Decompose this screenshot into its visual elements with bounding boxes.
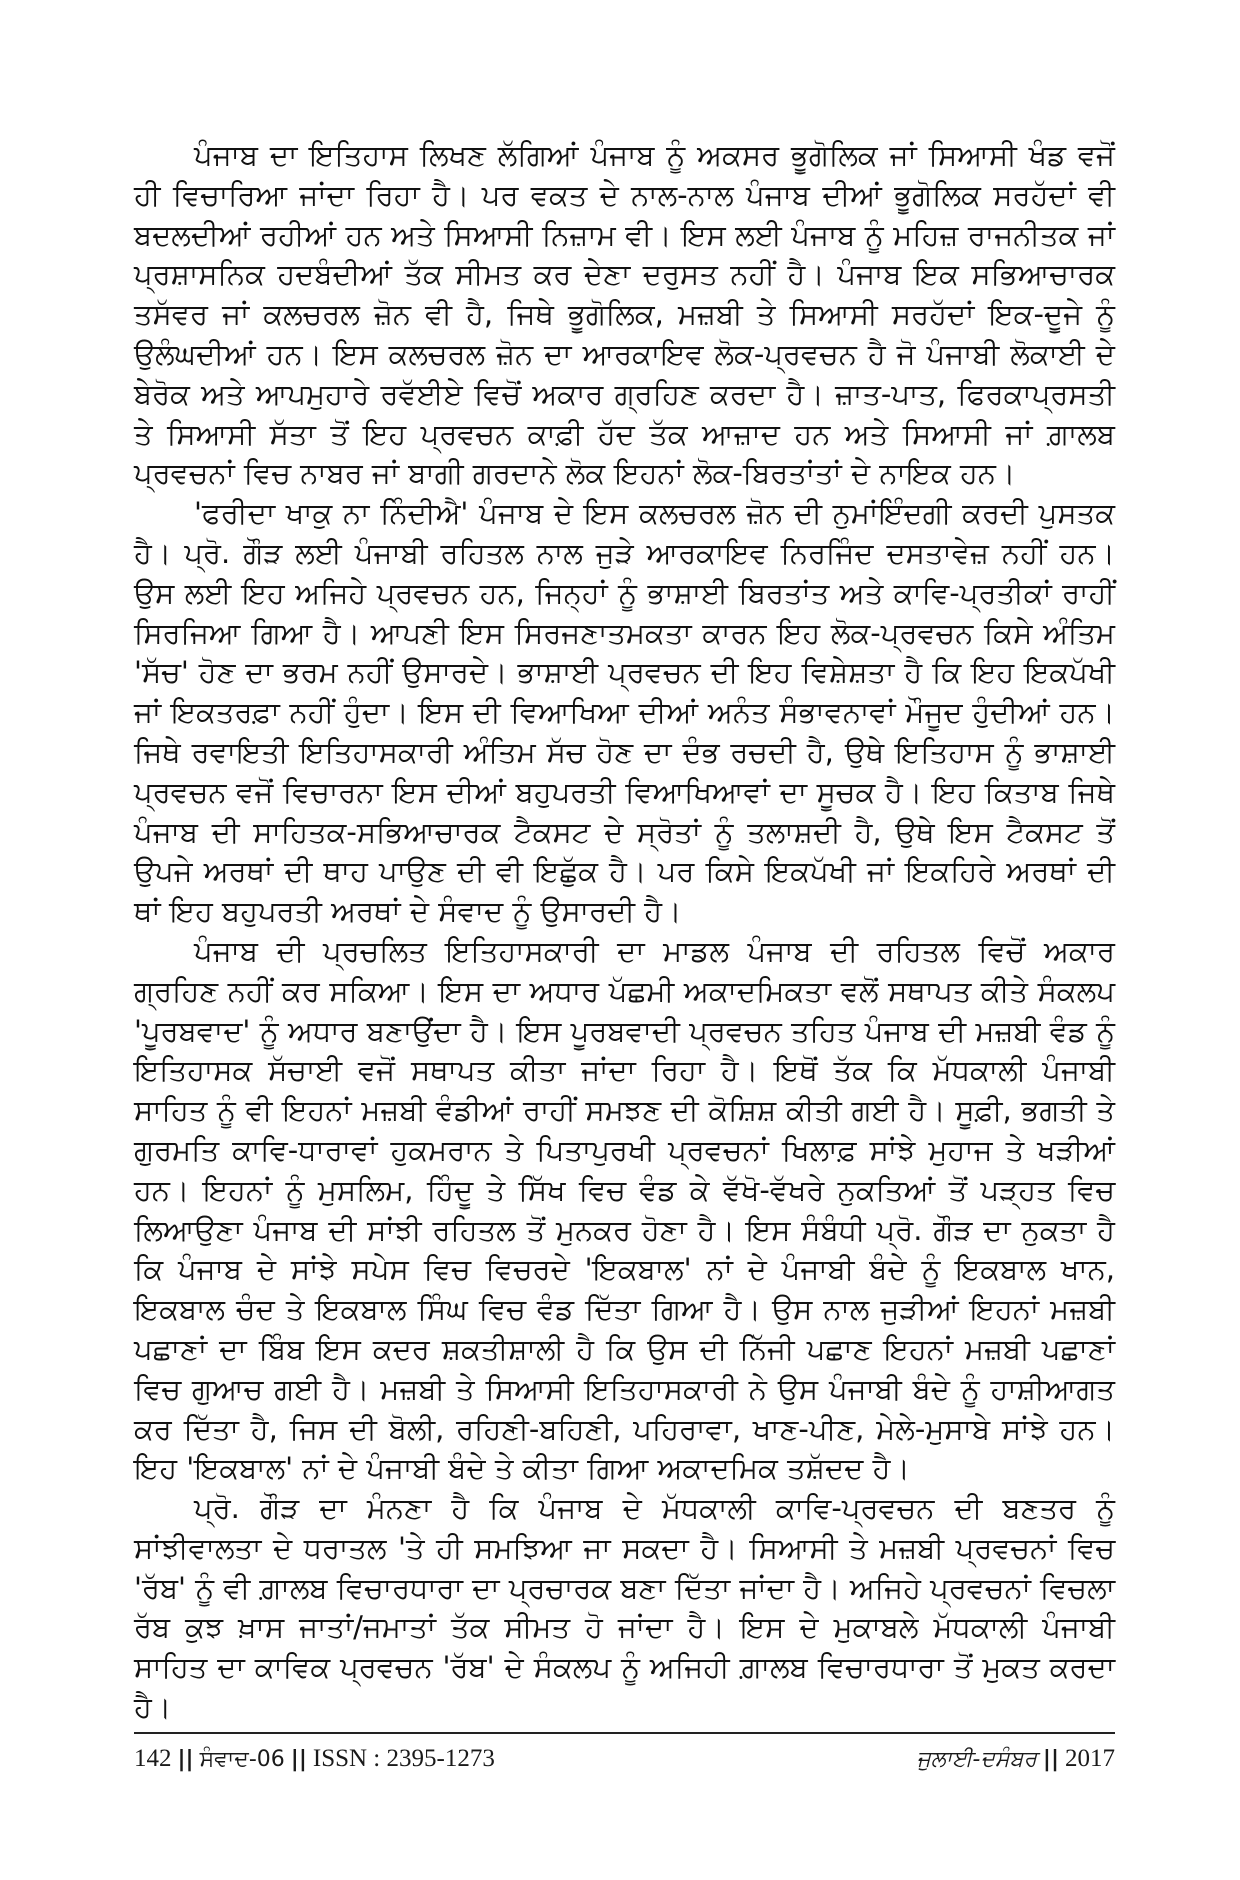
article-body: [134, 136, 1115, 1728]
page-number: 142: [134, 1745, 172, 1772]
footer-separator: ||: [177, 1747, 194, 1772]
issue-year: 2017: [1065, 1745, 1115, 1772]
footer-separator: ||: [290, 1747, 307, 1772]
journal-name: ਸੰਵਾਦ-06: [199, 1747, 285, 1772]
footer-separator: ||: [1042, 1747, 1059, 1772]
issn-number: ISSN : 2395-1273: [312, 1745, 495, 1772]
issue-period: ਜੁਲਾਈ-ਦਸੰਬਰ: [916, 1747, 1037, 1772]
paragraph-3: ਪੰਜਾਬ ਦੀ ਪ੍ਰਚਲਿਤ ਇਤਿਹਾਸਕਾਰੀ ਦਾ ਮਾਡਲ ਪੰਜਾਬ ਦੀ ਰਹਿਤਲ ਵਿਚੋਂ ਅਕਾਰ ਗ੍ਰਹਿਣ ਨਹੀਂ ਕਰ ਸਕਿਆ। ਇਸ ਦਾ ਅਧਾਰ ਪੱਛਮੀ ਅਕਾਦਮਿਕਤਾ ਵਲੋਂ ਸਥਾਪਤ ਕੀਤੇ ਸੰਕਲਪ 'ਪੂਰਬਵਾਦ' ਨੂੰ ਅਧਾਰ ਬਣਾਉਂਦਾ ਹੈ। ਇਸ ਪੂਰਬਵਾਦੀ ਪ੍ਰਵਚਨ ਤਹਿਤ ਪੰਜਾਬ ਦੀ ਮਜ਼ਬੀ ਵੰਡ ਨੂੰ ਇਤਿਹਾਸਕ ਸੱਚਾਈ ਵਜੋਂ ਸਥਾਪਤ ਕੀਤਾ ਜਾਂਦਾ ਰਿਹਾ ਹੈ। ਇਥੋਂ ਤੱਕ ਕਿ ਮੱਧਕਾਲੀ ਪੰਜਾਬੀ ਸਾਹਿਤ ਨੂੰ ਵੀ ਇਹਨਾਂ ਮਜ਼ਬੀ ਵੰਡੀਆਂ ਰਾਹੀਂ ਸਮਝਣ ਦੀ ਕੋਸ਼ਿਸ਼ ਕੀਤੀ ਗਈ ਹੈ। ਸੂਫ਼ੀ, ਭਗਤੀ ਤੇ ਗੁਰਮਤਿ ਕਾਵਿ-ਧਾਰਾਵਾਂ ਹੁਕਮਰਾਨ ਤੇ ਪਿਤਾਪੁਰਖੀ ਪ੍ਰਵਚਨਾਂ ਖਿਲਾਫ਼ ਸਾਂਝੇ ਮੁਹਾਜ ਤੇ ਖੜੀਆਂ ਹਨ। ਇਹਨਾਂ ਨੂੰ ਮੁਸਲਿਮ, ਹਿੰਦੂ ਤੇ ਸਿੱਖ ਵਿਚ ਵੰਡ ਕੇ ਵੱਖੋ-ਵੱਖਰੇ ਨੁਕਤਿਆਂ ਤੋਂ ਪੜ੍ਹਤ ਵਿਚ ਲਿਆਉਣਾ ਪੰਜਾਬ ਦੀ ਸਾਂਝੀ ਰਹਿਤਲ ਤੋਂ ਮੁਨਕਰ ਹੋਣਾ ਹੈ। ਇਸ ਸੰਬੰਧੀ ਪ੍ਰੋ. ਗੌੜ ਦਾ ਨੁਕਤਾ ਹੈ ਕਿ ਪੰਜਾਬ ਦੇ ਸਾਂਝੇ ਸਪੇਸ ਵਿਚ ਵਿਚਰਦੇ 'ਇਕਬਾਲ' ਨਾਂ ਦੇ ਪੰਜਾਬੀ ਬੰਦੇ ਨੂੰ ਇਕਬਾਲ ਖਾਨ, ਇਕਬਾਲ ਚੰਦ ਤੇ ਇਕਬਾਲ ਸਿੰਘ ਵਿਚ ਵੰਡ ਦਿੱਤਾ ਗਿਆ ਹੈ। ਉਸ ਨਾਲ ਜੁੜੀਆਂ ਇਹਨਾਂ ਮਜ਼ਬੀ ਪਛਾਣਾਂ ਦਾ ਬਿੰਬ ਇਸ ਕਦਰ ਸ਼ਕਤੀਸ਼ਾਲੀ ਹੈ ਕਿ ਉਸ ਦੀ ਨਿੱਜੀ ਪਛਾਣ ਇਹਨਾਂ ਮਜ਼ਬੀ ਪਛਾਣਾਂ ਵਿਚ ਗੁਆਚ ਗਈ ਹੈ। ਮਜ਼ਬੀ ਤੇ ਸਿਆਸੀ ਇਤਿਹਾਸਕਾਰੀ ਨੇ ਉਸ ਪੰਜਾਬੀ ਬੰਦੇ ਨੂੰ ਹਾਸ਼ੀਆਗਤ ਕਰ ਦਿੱਤਾ ਹੈ, ਜਿਸ ਦੀ ਬੋਲੀ, ਰਹਿਣੀ-ਬਹਿਣੀ, ਪਹਿਰਾਵਾ, ਖਾਣ-ਪੀਣ, ਮੇਲੇ-ਮੁਸਾਬੇ ਸਾਂਝੇ ਹਨ। ਇਹ 'ਇਕਬਾਲ' ਨਾਂ ਦੇ ਪੰਜਾਬੀ ਬੰਦੇ ਤੇ ਕੀਤਾ ਗਿਆ ਅਕਾਦਮਿਕ ਤਸ਼ੱਦਦ ਹੈ।: [134, 933, 1115, 1486]
paragraph-2: 'ਫਰੀਦਾ ਖਾਕੁ ਨਾ ਨਿੰਦੀਐ' ਪੰਜਾਬ ਦੇ ਇਸ ਕਲਚਰਲ ਜ਼ੋਨ ਦੀ ਨੁਮਾਂਇੰਦਗੀ ਕਰਦੀ ਪੁਸਤਕ ਹੈ। ਪ੍ਰੋ. ਗੌੜ ਲਈ ਪੰਜਾਬੀ ਰਹਿਤਲ ਨਾਲ ਜੁੜੇ ਆਰਕਾਇਵ ਨਿਰਜਿੰਦ ਦਸਤਾਵੇਜ਼ ਨਹੀਂ ਹਨ। ਉਸ ਲਈ ਇਹ ਅਜਿਹੇ ਪ੍ਰਵਚਨ ਹਨ, ਜਿਨ੍ਹਾਂ ਨੂੰ ਭਾਸ਼ਾਈ ਬਿਰਤਾਂਤ ਅਤੇ ਕਾਵਿ-ਪ੍ਰਤੀਕਾਂ ਰਾਹੀਂ ਸਿਰਜਿਆ ਗਿਆ ਹੈ। ਆਪਣੀ ਇਸ ਸਿਰਜਣਾਤਮਕਤਾ ਕਾਰਨ ਇਹ ਲੋਕ-ਪ੍ਰਵਚਨ ਕਿਸੇ ਅੰਤਿਮ 'ਸੱਚ' ਹੋਣ ਦਾ ਭਰਮ ਨਹੀਂ ਉਸਾਰਦੇ। ਭਾਸ਼ਾਈ ਪ੍ਰਵਚਨ ਦੀ ਇਹ ਵਿਸ਼ੇਸ਼ਤਾ ਹੈ ਕਿ ਇਹ ਇਕਪੱਖੀ ਜਾਂ ਇਕਤਰਫ਼ਾ ਨਹੀਂ ਹੁੰਦਾ। ਇਸ ਦੀ ਵਿਆਖਿਆ ਦੀਆਂ ਅਨੰਤ ਸੰਭਾਵਨਾਵਾਂ ਮੌਜੂਦ ਹੁੰਦੀਆਂ ਹਨ। ਜਿਥੇ ਰਵਾਇਤੀ ਇਤਿਹਾਸਕਾਰੀ ਅੰਤਿਮ ਸੱਚ ਹੋਣ ਦਾ ਦੰਭ ਰਚਦੀ ਹੈ, ਉਥੇ ਇਤਿਹਾਸ ਨੂੰ ਭਾਸ਼ਾਈ ਪ੍ਰਵਚਨ ਵਜੋਂ ਵਿਚਾਰਨਾ ਇਸ ਦੀਆਂ ਬਹੁਪਰਤੀ ਵਿਆਖਿਆਵਾਂ ਦਾ ਸੂਚਕ ਹੈ। ਇਹ ਕਿਤਾਬ ਜਿਥੇ ਪੰਜਾਬ ਦੀ ਸਾਹਿਤਕ-ਸਭਿਆਚਾਰਕ ਟੈਕਸਟ ਦੇ ਸ੍ਰੋਤਾਂ ਨੂੰ ਤਲਾਸ਼ਦੀ ਹੈ, ਉਥੇ ਇਸ ਟੈਕਸਟ ਤੋਂ ਉਪਜੇ ਅਰਥਾਂ ਦੀ ਥਾਹ ਪਾਉਣ ਦੀ ਵੀ ਇਛੁੱਕ ਹੈ। ਪਰ ਕਿਸੇ ਇਕਪੱਖੀ ਜਾਂ ਇਕਹਿਰੇ ਅਰਥਾਂ ਦੀ ਥਾਂ ਇਹ ਬਹੁਪਰਤੀ ਅਰਥਾਂ ਦੇ ਸੰਵਾਦ ਨੂੰ ਉਸਾਰਦੀ ਹੈ।: [134, 496, 1115, 929]
page-footer: [134, 1745, 1115, 1785]
footer-left: [134, 1745, 495, 1773]
paragraph-4: ਪ੍ਰੋ. ਗੌੜ ਦਾ ਮੰਨਣਾ ਹੈ ਕਿ ਪੰਜਾਬ ਦੇ ਮੱਧਕਾਲੀ ਕਾਵਿ-ਪ੍ਰਵਚਨ ਦੀ ਬਣਤਰ ਨੂੰ ਸਾਂਝੀਵਾਲਤਾ ਦੇ ਧਰਾਤਲ 'ਤੇ ਹੀ ਸਮਝਿਆ ਜਾ ਸਕਦਾ ਹੈ। ਸਿਆਸੀ ਤੇ ਮਜ਼ਬੀ ਪ੍ਰਵਚਨਾਂ ਵਿਚ 'ਰੱਬ' ਨੂੰ ਵੀ ਗ਼ਾਲਬ ਵਿਚਾਰਧਾਰਾ ਦਾ ਪ੍ਰਚਾਰਕ ਬਣਾ ਦਿੱਤਾ ਜਾਂਦਾ ਹੈ। ਅਜਿਹੇ ਪ੍ਰਵਚਨਾਂ ਵਿਚਲਾ ਰੱਬ ਕੁਝ ਖ਼ਾਸ ਜਾਤਾਂ/ਜਮਾਤਾਂ ਤੱਕ ਸੀਮਤ ਹੋ ਜਾਂਦਾ ਹੈ। ਇਸ ਦੇ ਮੁਕਾਬਲੇ ਮੱਧਕਾਲੀ ਪੰਜਾਬੀ ਸਾਹਿਤ ਦਾ ਕਾਵਿਕ ਪ੍ਰਵਚਨ 'ਰੱਬ' ਦੇ ਸੰਕਲਪ ਨੂੰ ਅਜਿਹੀ ਗ਼ਾਲਬ ਵਿਚਾਰਧਾਰਾ ਤੋਂ ਮੁਕਤ ਕਰਦਾ ਹੈ।: [134, 1491, 1115, 1725]
paragraph-1: ਪੰਜਾਬ ਦਾ ਇਤਿਹਾਸ ਲਿਖਣ ਲੱਗਿਆਂ ਪੰਜਾਬ ਨੂੰ ਅਕਸਰ ਭੂਗੋਲਿਕ ਜਾਂ ਸਿਆਸੀ ਖੰਡ ਵਜੋਂ ਹੀ ਵਿਚਾਰਿਆ ਜਾਂਦਾ ਰਿਹਾ ਹੈ। ਪਰ ਵਕਤ ਦੇ ਨਾਲ-ਨਾਲ ਪੰਜਾਬ ਦੀਆਂ ਭੂਗੋਲਿਕ ਸਰਹੱਦਾਂ ਵੀ ਬਦਲਦੀਆਂ ਰਹੀਆਂ ਹਨ ਅਤੇ ਸਿਆਸੀ ਨਿਜ਼ਾਮ ਵੀ। ਇਸ ਲਈ ਪੰਜਾਬ ਨੂੰ ਮਹਿਜ਼ ਰਾਜਨੀਤਕ ਜਾਂ ਪ੍ਰਸ਼ਾਸਨਿਕ ਹਦਬੰਦੀਆਂ ਤੱਕ ਸੀਮਤ ਕਰ ਦੇਣਾ ਦਰੁਸਤ ਨਹੀਂ ਹੈ। ਪੰਜਾਬ ਇਕ ਸਭਿਆਚਾਰਕ ਤਸੱਵਰ ਜਾਂ ਕਲਚਰਲ ਜ਼ੋਨ ਵੀ ਹੈ, ਜਿਥੇ ਭੂਗੋਲਿਕ, ਮਜ਼ਬੀ ਤੇ ਸਿਆਸੀ ਸਰਹੱਦਾਂ ਇਕ-ਦੂਜੇ ਨੂੰ ਉਲੰਘਦੀਆਂ ਹਨ। ਇਸ ਕਲਚਰਲ ਜ਼ੋਨ ਦਾ ਆਰਕਾਇਵ ਲੋਕ-ਪ੍ਰਵਚਨ ਹੈ ਜੋ ਪੰਜਾਬੀ ਲੋਕਾਈ ਦੇ ਬੇਰੋਕ ਅਤੇ ਆਪਮੁਹਾਰੇ ਰਵੱਈਏ ਵਿਚੋਂ ਅਕਾਰ ਗ੍ਰਹਿਣ ਕਰਦਾ ਹੈ। ਜ਼ਾਤ-ਪਾਤ, ਫਿਰਕਾਪ੍ਰਸਤੀ ਤੇ ਸਿਆਸੀ ਸੱਤਾ ਤੋਂ ਇਹ ਪ੍ਰਵਚਨ ਕਾਫ਼ੀ ਹੱਦ ਤੱਕ ਆਜ਼ਾਦ ਹਨ ਅਤੇ ਸਿਆਸੀ ਜਾਂ ਗ਼ਾਲਬ ਪ੍ਰਵਚਨਾਂ ਵਿਚ ਨਾਬਰ ਜਾਂ ਬਾਗੀ ਗਰਦਾਨੇ ਲੋਕ ਇਹਨਾਂ ਲੋਕ-ਬਿਰਤਾਂਤਾਂ ਦੇ ਨਾਇਕ ਹਨ।: [134, 138, 1115, 491]
footer-right: [916, 1745, 1115, 1773]
footer-divider: [134, 1732, 1115, 1734]
